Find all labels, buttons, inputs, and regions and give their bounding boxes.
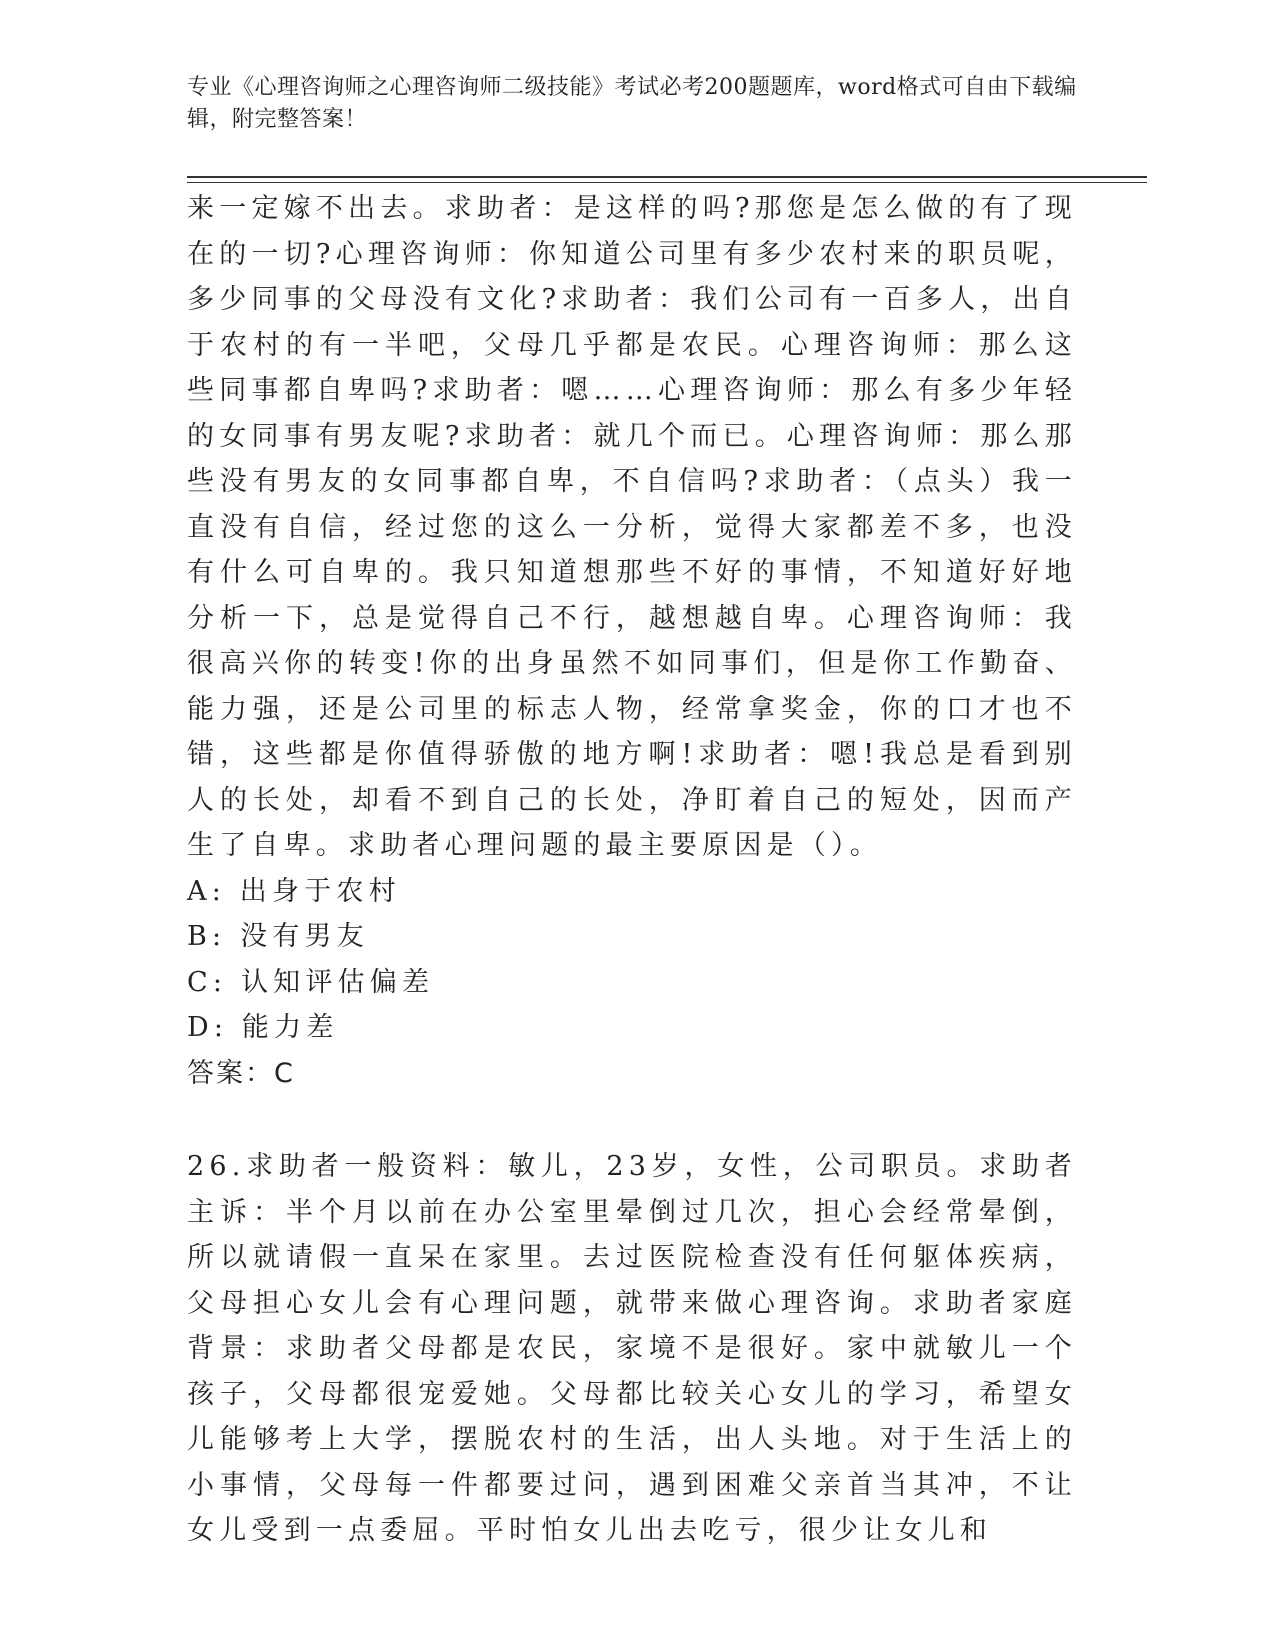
question-25-stem: 来一定嫁不出去。求助者：是这样的吗?那您是怎么做的有了现在的一切?心理咨询师：你知道公司里有多少农村来的职员呢，多少同事的父母没有文化?求助者：我们公司有一百多人，出自于农村的有一半吧，父母几乎都是农民。心理咨询师：那么这些同事都自卑吗?求助者：嗯……心理咨询师：那么有多少年轻的女同事有男友呢?求助者：就几个而已。心理咨询师：那么那些没有男友的女同事都自卑，不自信吗?求助者：（点头）我一直没有自信，经过您的这么一分析，觉得大家都差不多，也没有什么可自卑的。我只知道想那些不好的事情，不知道好好地分析一下，总是觉得自己不行，越想越自卑。心理咨询师：我很高兴你的转变!你的出身虽然不如同事们，但是你工作勤奋、能力强，还是公司里的标志人物，经常拿奖金，你的口才也不错，这些都是你值得骄傲的地方啊!求助者：嗯!我总是看到别人的长处，却看不到自己的长处，净盯着自己的短处，因而产生了自卑。求助者心理问题的最主要原因是（）。 [187, 193, 1077, 861]
question-spacer [187, 1096, 1077, 1144]
document-body [187, 186, 1077, 1554]
question-25-answer: 答案：C [187, 1057, 295, 1089]
option-c: C: 认知评估偏差 [187, 966, 435, 998]
option-b: B: 没有男友 [187, 921, 369, 952]
header-divider-thin [187, 182, 1147, 183]
option-d: D: 能力差 [187, 1012, 339, 1043]
option-a: A: 出身于农村 [187, 875, 401, 907]
question-26-stem: 26.求助者一般资料：敏儿，23岁，女性，公司职员。求助者主诉：半个月以前在办公室里晕倒过几次，担心会经常晕倒，所以就请假一直呆在家里。去过医院检查没有任何躯体疾病，父母担心女儿会有心理问题，就带来做心理咨询。求助者家庭背景：求助者父母都是农民，家境不是很好。家中就敏儿一个孩子，父母都很宠爱她。父母都比较关心女儿的学习，希望女儿能够考上大学，摆脱农村的生活，出人头地。对于生活上的小事情，父母每一件都要过问，遇到困难父亲首当其冲，不让女儿受到一点委屈。平时怕女儿出去吃亏，很少让女儿和 [187, 1151, 1077, 1546]
question-25-options [187, 869, 1077, 1051]
header-divider-thick [187, 176, 1147, 178]
document-header-title: 专业《心理咨询师之心理咨询师二级技能》考试必考200题题库，word格式可自由下载编辑，附完整答案！ [187, 75, 1077, 132]
